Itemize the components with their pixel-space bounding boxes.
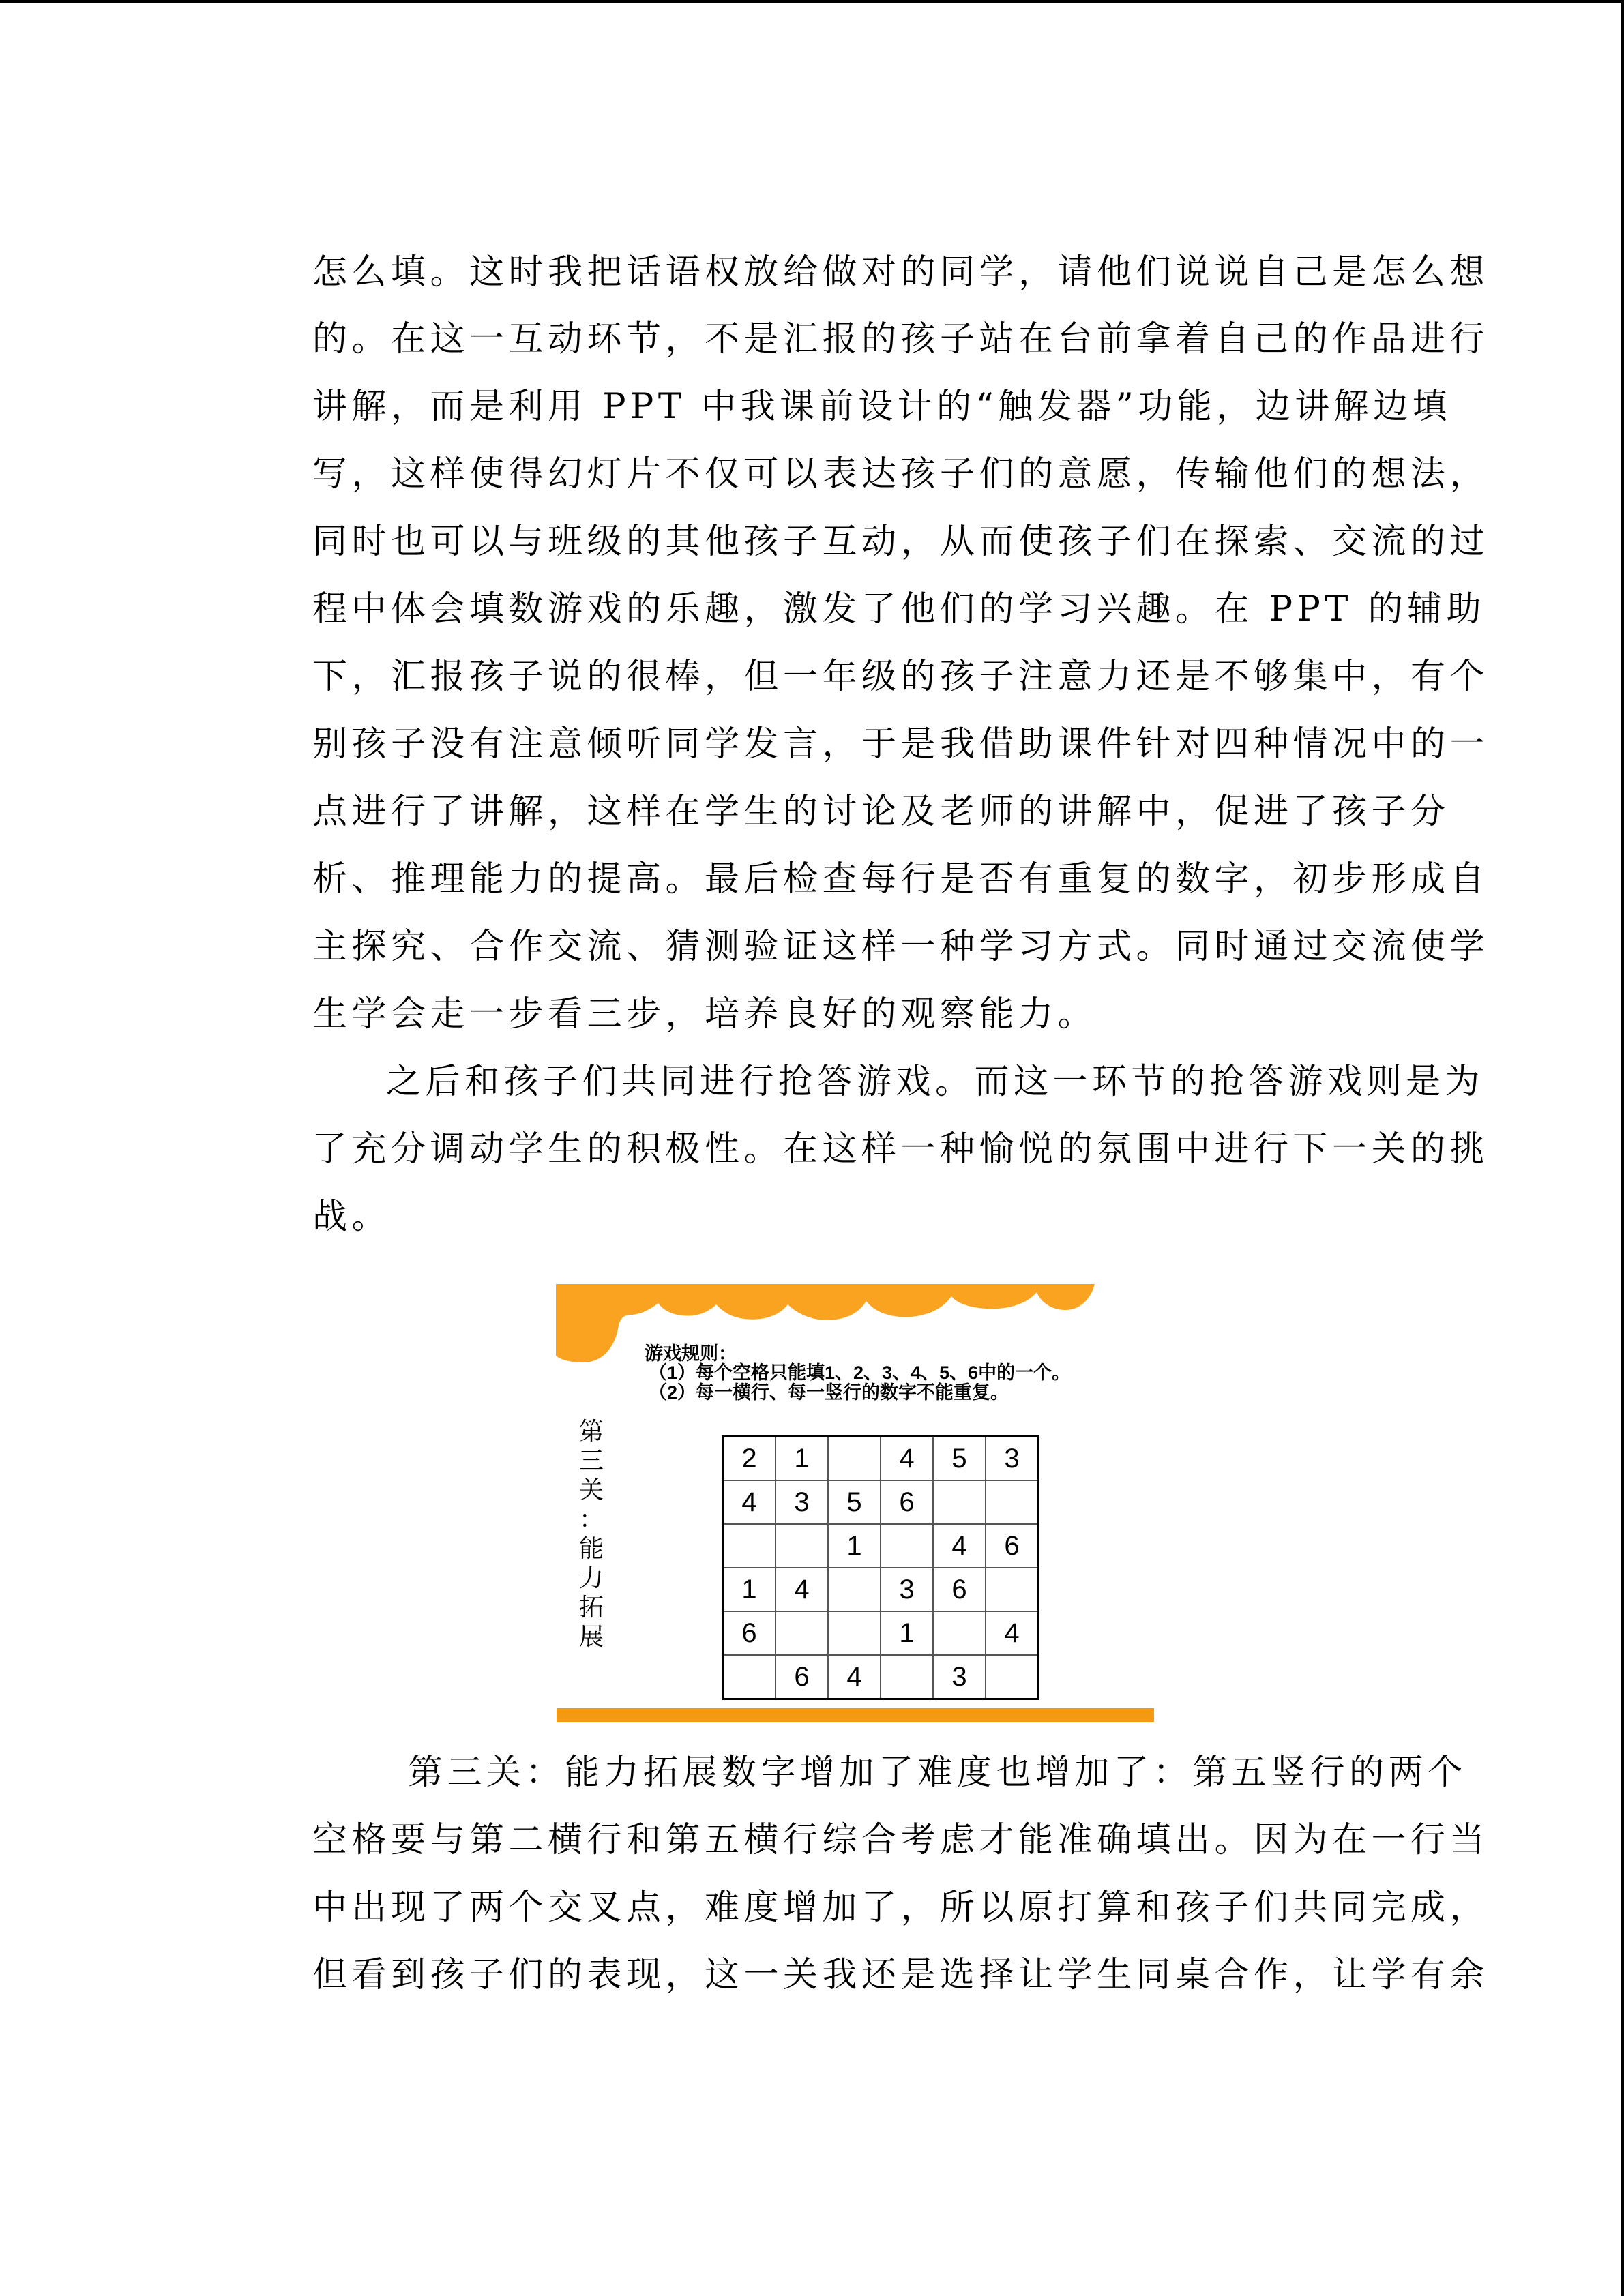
text-line: 但看到孩子们的表现，这一关我还是选择让学生同桌合作，让学有余 xyxy=(312,1955,1490,1995)
orange-bottom-bar xyxy=(557,1708,1154,1722)
title-char: 拓 xyxy=(578,1594,604,1622)
text-line: 同时也可以与班级的其他孩子互动，从而使孩子们在探索、交流的过 xyxy=(312,522,1490,562)
grid-cell: 6 xyxy=(933,1568,986,1611)
grid-cell xyxy=(828,1611,881,1655)
text-line: 生学会走一步看三步，培养良好的观察能力。 xyxy=(312,994,1097,1034)
text-line: 程中体会填数游戏的乐趣，激发了他们的学习兴趣。在 PPT 的辅助 xyxy=(312,589,1486,629)
grid-cell: 1 xyxy=(881,1611,933,1655)
text-line: 讲解，而是利用 PPT 中我课前设计的“触发器”功能，边讲解边填 xyxy=(312,387,1452,427)
grid-cell: 4 xyxy=(881,1437,933,1481)
grid-cell: 6 xyxy=(881,1480,933,1524)
grid-cell: 3 xyxy=(986,1437,1039,1481)
text-line: 怎么填。这时我把话语权放给做对的同学，请他们说说自己是怎么想 xyxy=(312,252,1490,293)
text-line: 主探究、合作交流、猜测验证这样一种学习方式。同时通过交流使学 xyxy=(312,927,1490,967)
title-char: 三 xyxy=(578,1447,604,1475)
page-border-top xyxy=(0,0,1624,3)
grid-cell: 6 xyxy=(776,1655,828,1699)
level-title-vertical xyxy=(578,1417,605,1652)
game-rules xyxy=(645,1344,1070,1403)
text-line: 空格要与第二横行和第五横行综合考虑才能准确填出。因为在一行当 xyxy=(312,1820,1490,1860)
grid-cell: 5 xyxy=(933,1437,986,1481)
title-char: 关 xyxy=(578,1476,604,1504)
grid-cell: 4 xyxy=(933,1524,986,1568)
grid-cell xyxy=(881,1655,933,1699)
grid-row xyxy=(723,1611,1039,1655)
text-line: 第三关：能力拓展数字增加了难度也增加了：第五竖行的两个 xyxy=(408,1753,1467,1793)
text-line: 点进行了讲解，这样在学生的讨论及老师的讲解中，促进了孩子分 xyxy=(312,792,1450,832)
grid-cell xyxy=(881,1524,933,1568)
text-line: 别孩子没有注意倾听同学发言，于是我借助课件针对四种情况中的一 xyxy=(312,724,1490,764)
text-line: 的。在这一互动环节，不是汇报的孩子站在台前拿着自己的作品进行 xyxy=(312,319,1490,359)
grid-cell xyxy=(723,1655,776,1699)
grid-cell xyxy=(986,1480,1039,1524)
grid-cell: 4 xyxy=(986,1611,1039,1655)
text-line: 之后和孩子们共同进行抢答游戏。而这一环节的抢答游戏则是为 xyxy=(386,1062,1485,1102)
title-char: ： xyxy=(578,1506,604,1534)
grid-cell: 3 xyxy=(933,1655,986,1699)
grid-cell xyxy=(933,1480,986,1524)
sudoku-grid xyxy=(722,1435,1039,1700)
text-line: 战。 xyxy=(312,1197,392,1237)
grid-cell: 4 xyxy=(776,1568,828,1611)
text-line: 析、推理能力的提高。最后检查每行是否有重复的数字，初步形成自 xyxy=(312,859,1490,899)
grid-row xyxy=(723,1568,1039,1611)
grid-cell xyxy=(776,1611,828,1655)
grid-cell: 5 xyxy=(828,1480,881,1524)
grid-cell: 6 xyxy=(986,1524,1039,1568)
grid-cell: 1 xyxy=(828,1524,881,1568)
grid-cell: 3 xyxy=(776,1480,828,1524)
grid-cell xyxy=(776,1524,828,1568)
grid-cell xyxy=(723,1524,776,1568)
grid-row xyxy=(723,1437,1039,1481)
text-line: 了充分调动学生的积极性。在这样一种愉悦的氛围中进行下一关的挑 xyxy=(312,1129,1490,1169)
title-char: 展 xyxy=(578,1623,604,1651)
grid-cell xyxy=(933,1611,986,1655)
grid-cell: 2 xyxy=(723,1437,776,1481)
grid-row xyxy=(723,1480,1039,1524)
text-line: 下，汇报孩子说的很棒，但一年级的孩子注意力还是不够集中，有个 xyxy=(312,657,1490,697)
grid-cell: 4 xyxy=(723,1480,776,1524)
grid-cell: 3 xyxy=(881,1568,933,1611)
grid-row xyxy=(723,1655,1039,1699)
rule-item: （2）每一横行、每一竖行的数字不能重复。 xyxy=(649,1382,1009,1403)
rule-item: （1）每个空格只能填1、2、3、4、5、6中的一个。 xyxy=(649,1362,1071,1383)
grid-cell: 1 xyxy=(723,1568,776,1611)
grid-cell: 6 xyxy=(723,1611,776,1655)
grid-cell xyxy=(986,1655,1039,1699)
rules-title: 游戏规则： xyxy=(645,1343,737,1364)
slide-image xyxy=(556,1284,1156,1724)
grid-cell xyxy=(986,1568,1039,1611)
text-line: 写，这样使得幻灯片不仅可以表达孩子们的意愿，传输他们的想法， xyxy=(312,454,1490,494)
title-char: 第 xyxy=(578,1418,604,1446)
title-char: 力 xyxy=(578,1564,604,1592)
grid-row xyxy=(723,1524,1039,1568)
title-char: 能 xyxy=(578,1535,604,1563)
grid-cell xyxy=(828,1437,881,1481)
text-line: 中出现了两个交叉点，难度增加了，所以原打算和孩子们共同完成， xyxy=(312,1888,1490,1928)
page-border-right xyxy=(1621,0,1624,2296)
grid-cell xyxy=(828,1568,881,1611)
grid-cell: 4 xyxy=(828,1655,881,1699)
grid-cell: 1 xyxy=(776,1437,828,1481)
